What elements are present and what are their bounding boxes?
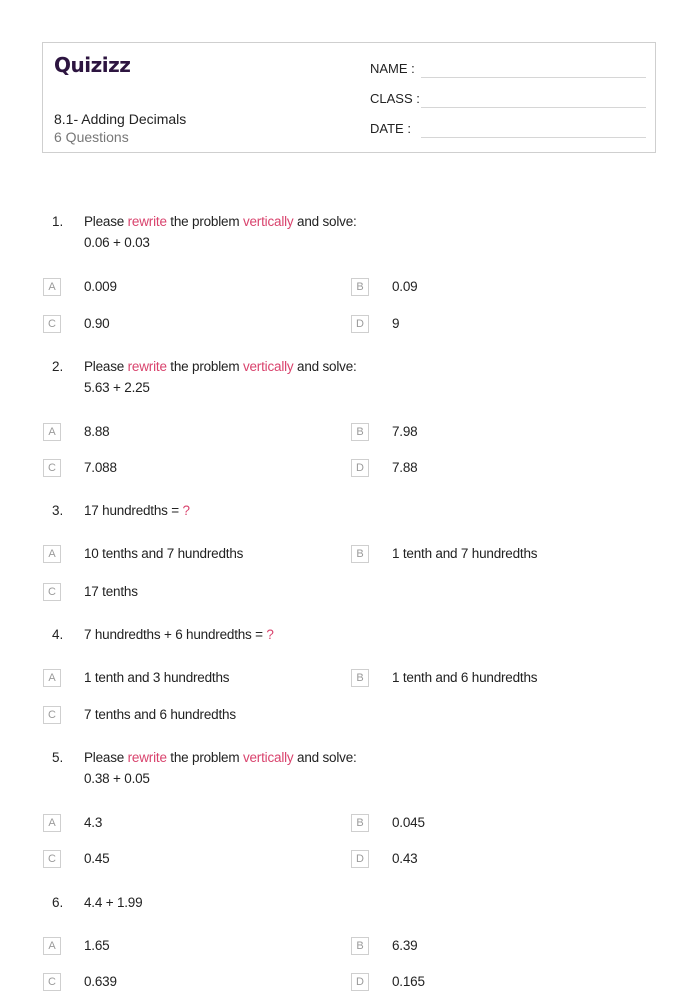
option-text: 9 xyxy=(392,316,400,331)
question-number: 5. xyxy=(52,750,64,765)
worksheet-header xyxy=(42,42,656,153)
question-text: Please rewrite the problem vertically and solve: xyxy=(84,359,357,374)
option-letter-box: C xyxy=(43,850,61,868)
name-label: NAME : xyxy=(370,61,415,76)
question-text: 7 hundredths + 6 hundredths = ? xyxy=(84,627,274,642)
question-text: Please rewrite the problem vertically and solve: xyxy=(84,214,357,229)
option-text: 0.165 xyxy=(392,974,425,989)
quizizz-logo: Quizizz xyxy=(54,53,131,77)
option-letter-box: A xyxy=(43,278,61,296)
option-letter-box: C xyxy=(43,706,61,724)
worksheet-title: 8.1- Adding Decimals xyxy=(54,111,187,127)
option-text: 8.88 xyxy=(84,424,110,439)
option-letter-box: A xyxy=(43,814,61,832)
option-letter-box: C xyxy=(43,459,61,477)
question-text: 17 hundredths = ? xyxy=(84,503,190,518)
option-text: 4.3 xyxy=(84,815,103,830)
option-letter-box: D xyxy=(351,973,369,991)
option-text: 1 tenth and 3 hundredths xyxy=(84,670,230,685)
option-text: 1 tenth and 7 hundredths xyxy=(392,546,538,561)
option-letter-box: A xyxy=(43,423,61,441)
question-text: Please rewrite the problem vertically and solve: xyxy=(84,750,357,765)
name-line xyxy=(421,77,646,78)
question-number: 6. xyxy=(52,895,64,910)
question-number: 3. xyxy=(52,503,64,518)
option-letter-box: D xyxy=(351,459,369,477)
option-letter-box: A xyxy=(43,937,61,955)
option-letter-box: A xyxy=(43,545,61,563)
question-expression: 5.63 + 2.25 xyxy=(84,380,150,395)
option-text: 7.088 xyxy=(84,460,117,475)
option-text: 0.45 xyxy=(84,851,110,866)
option-text: 0.90 xyxy=(84,316,110,331)
date-line xyxy=(421,137,646,138)
option-letter-box: B xyxy=(351,669,369,687)
question-number: 4. xyxy=(52,627,64,642)
option-text: 1 tenth and 6 hundredths xyxy=(392,670,538,685)
question-count: 6 Questions xyxy=(54,129,129,145)
option-text: 10 tenths and 7 hundredths xyxy=(84,546,244,561)
question-number: 2. xyxy=(52,359,64,374)
option-text: 0.09 xyxy=(392,279,418,294)
option-letter-box: B xyxy=(351,545,369,563)
class-line xyxy=(421,107,646,108)
option-letter-box: B xyxy=(351,937,369,955)
option-text: 6.39 xyxy=(392,938,418,953)
option-text: 7.98 xyxy=(392,424,418,439)
option-text: 7.88 xyxy=(392,460,418,475)
option-letter-box: C xyxy=(43,973,61,991)
question-expression: 0.06 + 0.03 xyxy=(84,235,150,250)
option-text: 1.65 xyxy=(84,938,110,953)
question-text: 4.4 + 1.99 xyxy=(84,895,143,910)
option-text: 17 tenths xyxy=(84,584,138,599)
option-letter-box: B xyxy=(351,423,369,441)
option-letter-box: B xyxy=(351,814,369,832)
option-text: 0.045 xyxy=(392,815,425,830)
option-letter-box: D xyxy=(351,315,369,333)
option-text: 0.009 xyxy=(84,279,117,294)
option-letter-box: C xyxy=(43,315,61,333)
option-letter-box: C xyxy=(43,583,61,601)
option-letter-box: A xyxy=(43,669,61,687)
option-text: 0.43 xyxy=(392,851,418,866)
date-label: DATE : xyxy=(370,121,411,136)
option-text: 0.639 xyxy=(84,974,117,989)
option-letter-box: D xyxy=(351,850,369,868)
question-expression: 0.38 + 0.05 xyxy=(84,771,150,786)
question-number: 1. xyxy=(52,214,64,229)
option-letter-box: B xyxy=(351,278,369,296)
option-text: 7 tenths and 6 hundredths xyxy=(84,707,236,722)
class-label: CLASS : xyxy=(370,91,420,106)
